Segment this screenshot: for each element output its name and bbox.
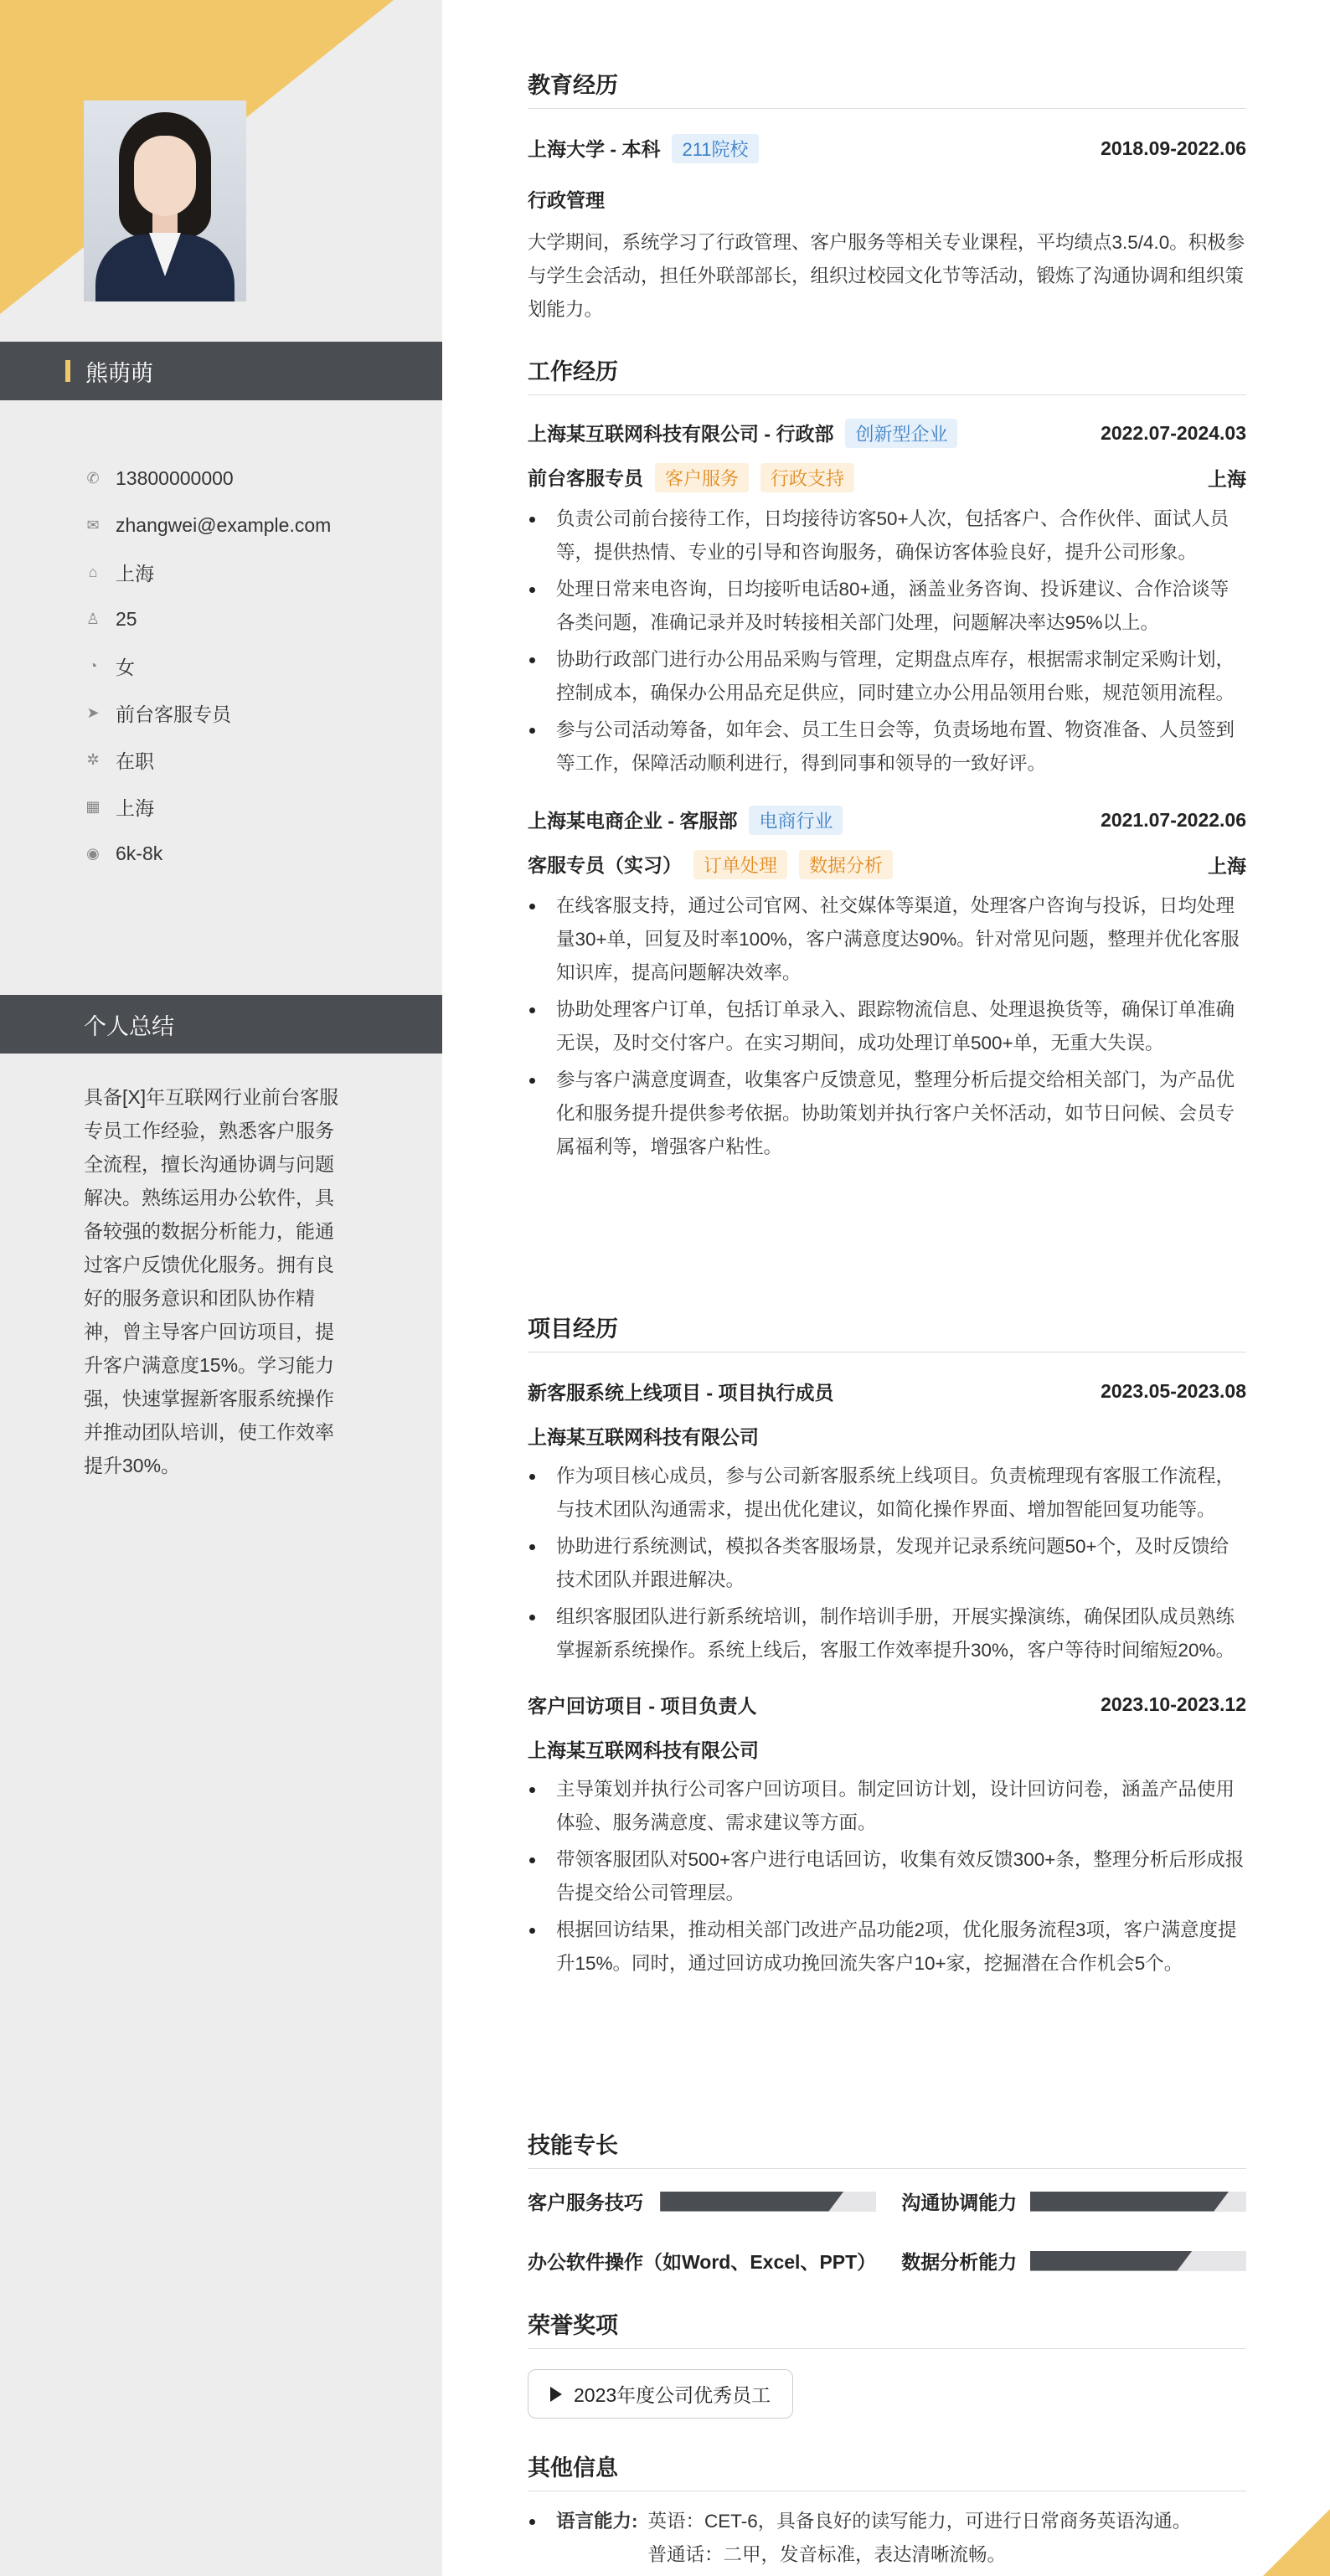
info-row	[84, 736, 331, 783]
job-header	[528, 806, 1246, 835]
bullet-item: 协助处理客户订单，包括订单录入、跟踪物流信息、处理退换货等，确保订单准确无误，及时交付客户。在实习期间，成功处理订单500+单，无重大失误。	[528, 993, 1246, 1060]
skill-bar	[660, 2192, 876, 2212]
info-row	[84, 549, 331, 595]
skills-section	[528, 2127, 1246, 2275]
bullet-item: 参与客户满意度调查，收集客户反馈意见，整理分析后提交给相关部门，为产品优化和服务提升提供参考依据。协助策划并执行客户关怀活动，如节日问候、会员专属福利等，增强客户粘性。	[528, 1064, 1246, 1164]
salary-icon: ◉	[86, 844, 100, 862]
section-title: 项目经历	[528, 1311, 1246, 1352]
job-header	[528, 419, 1246, 448]
skill-row	[901, 2247, 1246, 2275]
bullet-item: 作为项目核心成员，参与公司新客服系统上线项目。负责梳理现有客服工作流程，与技术团队沟通需求，提出优化建议，如简化操作界面、增加智能回复功能等。	[528, 1460, 1246, 1527]
project-company: 上海某互联网科技有限公司	[528, 1426, 759, 1448]
language-line: 英语：CET-6，具备良好的读写能力，可进行日常商务英语沟通。	[647, 2511, 1192, 2532]
avatar	[84, 100, 246, 301]
work-section	[528, 353, 1246, 1164]
job-role: 前台客服专员	[528, 467, 643, 489]
awards-section	[528, 2307, 1246, 2419]
job-entry	[528, 806, 1246, 1164]
company-tag: 创新型企业	[845, 419, 957, 448]
info-row	[84, 830, 331, 877]
info-row	[84, 689, 331, 736]
job-role-row	[528, 463, 1246, 492]
info-row	[84, 783, 331, 830]
info-text: 13800000000	[116, 466, 234, 489]
language-line: 普通话：二甲，发音标准，表达清晰流畅。	[647, 2544, 1007, 2565]
project-bullets	[528, 1773, 1246, 1981]
language-item	[528, 2505, 1246, 2572]
position-icon: ➤	[86, 703, 100, 721]
status-icon: ✲	[86, 750, 100, 768]
skill-label: 办公软件操作（如Word、Excel、PPT）	[528, 2251, 877, 2273]
info-text: 女	[116, 656, 135, 678]
project-name: 新客服系统上线项目 - 项目执行成员	[528, 1382, 834, 1404]
name-bar	[0, 342, 442, 400]
job-date: 2022.07-2024.03	[1101, 422, 1246, 444]
phone-icon: ✆	[86, 469, 100, 487]
job-role-row	[528, 850, 1246, 879]
job-bullets	[528, 502, 1246, 781]
bullet-item: 在线客服支持，通过公司官网、社交媒体等渠道，处理客户咨询与投诉，日均处理量30+单，回复及时率100%，客户满意度达90%。针对常见问题，整理并优化客服知识库，提高问题解决效率。	[528, 889, 1246, 990]
decor-corner	[1263, 2509, 1330, 2576]
project-entry	[528, 1378, 1246, 1667]
education-date: 2018.09-2022.06	[1101, 137, 1246, 159]
education-desc: 大学期间，系统学习了行政管理、客户服务等相关专业课程，平均绩点3.5/4.0。积极参与学生会活动，担任外联部部长，组织过校园文化节等活动，锻炼了沟通协调和组织策划能力。	[528, 232, 1245, 320]
skill-row	[528, 2247, 876, 2275]
skill-row	[528, 2187, 876, 2215]
bullet-item: 协助进行系统测试，模拟各类客服场景，发现并记录系统问题50+个，及时反馈给技术团队并跟进解决。	[528, 1530, 1246, 1597]
project-header	[528, 1378, 1246, 1405]
bullet-item: 组织客服团队进行新系统培训，制作培训手册，开展实操演练，确保团队成员熟练掌握新系统操作。系统上线后，客服工作效率提升30%，客户等待时间缩短20%。	[528, 1600, 1246, 1667]
bullet-item: 主导策划并执行公司客户回访项目。制定回访计划，设计回访问卷，涵盖产品使用体验、服务满意度、需求建议等方面。	[528, 1773, 1246, 1840]
skill-label: 客户服务技巧	[528, 2192, 643, 2213]
school-tag: 211院校	[672, 134, 758, 163]
skill-tag: 数据分析	[799, 850, 893, 879]
skill-tag: 行政支持	[760, 463, 854, 492]
skill-bar-fill	[1030, 2251, 1193, 2271]
info-row	[84, 455, 331, 502]
bullet-item: 根据回访结果，推动相关部门改进产品功能2项，优化服务流程3项，客户满意度提升15%。同时，通过回访成功挽回流失客户10+家，挖掘潜在合作机会5个。	[528, 1914, 1246, 1981]
award-text: 2023年度公司优秀员工	[574, 2384, 771, 2406]
info-text: 在职	[116, 750, 154, 772]
info-row	[84, 642, 331, 689]
project-entry	[528, 1691, 1246, 1981]
sidebar	[0, 0, 442, 2576]
job-role: 客服专员（实习）	[528, 854, 682, 876]
project-date: 2023.10-2023.12	[1101, 1693, 1246, 1715]
section-title: 技能专长	[528, 2127, 1246, 2169]
skill-bar	[1030, 2251, 1246, 2271]
company-name: 上海某电商企业 - 客服部	[528, 810, 738, 832]
info-text: 6k-8k	[116, 842, 163, 864]
summary-text: 具备[X]年互联网行业前台客服专员工作经验，熟悉客户服务全流程，擅长沟通协调与问题解决。熟练运用办公软件，具备较强的数据分析能力，能通过客户反馈优化服务。拥有良好的服务意识和团队协作精神，曾主导客户回访项目，提升客户满意度15%。学习能力强，快速掌握新客服系统操作并推动团队培训，使工作效率提升30%。	[84, 1086, 339, 1476]
play-icon	[550, 2387, 562, 2402]
job-role-wrap	[528, 463, 854, 492]
company-name: 上海某互联网科技有限公司 - 行政部	[528, 423, 834, 445]
info-text: 上海	[116, 562, 154, 585]
mail-icon: ✉	[86, 516, 100, 533]
section-title: 其他信息	[528, 2450, 1246, 2491]
bullet-item: 带领客服团队对500+客户进行电话回访，收集有效反馈300+条，整理分析后形成报告提交给公司管理层。	[528, 1843, 1246, 1910]
info-row	[84, 595, 331, 642]
summary-title: 个人总结	[0, 995, 442, 1054]
home-icon: ⌂	[88, 563, 98, 580]
job-entry	[528, 419, 1246, 781]
skill-label: 数据分析能力	[901, 2251, 1018, 2273]
bullet-item: 参与公司活动筹备，如年会、员工生日会等，负责场地布置、物资准备、人员签到等工作，保障活动顺利进行，得到同事和领导的一致好评。	[528, 714, 1246, 781]
section-title: 工作经历	[528, 353, 1246, 395]
section-title: 教育经历	[528, 67, 1246, 109]
education-section	[528, 67, 1246, 327]
school-name: 上海大学 - 本科	[528, 138, 661, 160]
info-text: 25	[116, 607, 137, 630]
projects-section	[528, 1311, 1246, 1981]
gender-icon: ◔	[88, 657, 98, 674]
age-icon: ♙	[85, 610, 101, 627]
job-role-wrap	[528, 850, 893, 879]
project-bullets	[528, 1460, 1246, 1667]
job-date: 2021.07-2022.06	[1101, 809, 1246, 831]
project-name: 客户回访项目 - 项目负责人	[528, 1695, 757, 1717]
project-date: 2023.05-2023.08	[1101, 1380, 1246, 1402]
job-bullets	[528, 889, 1246, 1164]
job-city: 上海	[1208, 855, 1246, 877]
contact-info	[84, 455, 331, 877]
job-company-wrap	[528, 419, 957, 448]
job-company-wrap	[528, 806, 843, 835]
bullet-item: 协助行政部门进行办公用品采购与管理，定期盘点库存，根据需求制定采购计划，控制成本，确保办公用品充足供应，同时建立办公用品领用台账，规范领用流程。	[528, 643, 1246, 710]
project-header	[528, 1691, 1246, 1718]
project-company: 上海某互联网科技有限公司	[528, 1739, 759, 1761]
info-text: zhangwei@example.com	[116, 513, 332, 536]
skill-bar	[1030, 2192, 1246, 2212]
info-row	[84, 502, 331, 549]
other-section	[528, 2450, 1246, 2572]
major: 行政管理	[528, 189, 605, 211]
language-label: 语言能力:	[556, 2511, 638, 2532]
skill-row	[901, 2187, 1246, 2215]
skill-bar-fill	[660, 2192, 843, 2212]
info-text: 上海	[116, 796, 154, 819]
bullet-item: 负责公司前台接待工作，日均接待访客50+人次，包括客户、合作伙伴、面试人员等，提供热情、专业的引导和咨询服务，确保访客体验良好，提升公司形象。	[528, 502, 1246, 569]
candidate-name: 熊萌萌	[85, 360, 153, 386]
skill-label: 沟通协调能力	[901, 2192, 1018, 2213]
company-tag: 电商行业	[749, 806, 843, 835]
bullet-item: 处理日常来电咨询，日均接听电话80+通，涵盖业务咨询、投诉建议、合作洽谈等各类问题，准确记录并及时转接相关部门处理，问题解决率达95%以上。	[528, 573, 1246, 640]
job-city: 上海	[1208, 468, 1246, 490]
info-text: 前台客服专员	[116, 703, 231, 725]
building-icon: ▦	[85, 797, 101, 815]
section-title: 荣誉奖项	[528, 2307, 1246, 2349]
award-badge	[528, 2369, 793, 2419]
skill-tag: 客户服务	[655, 463, 749, 492]
skill-bar-fill	[1030, 2192, 1229, 2212]
skill-tag: 订单处理	[693, 850, 787, 879]
